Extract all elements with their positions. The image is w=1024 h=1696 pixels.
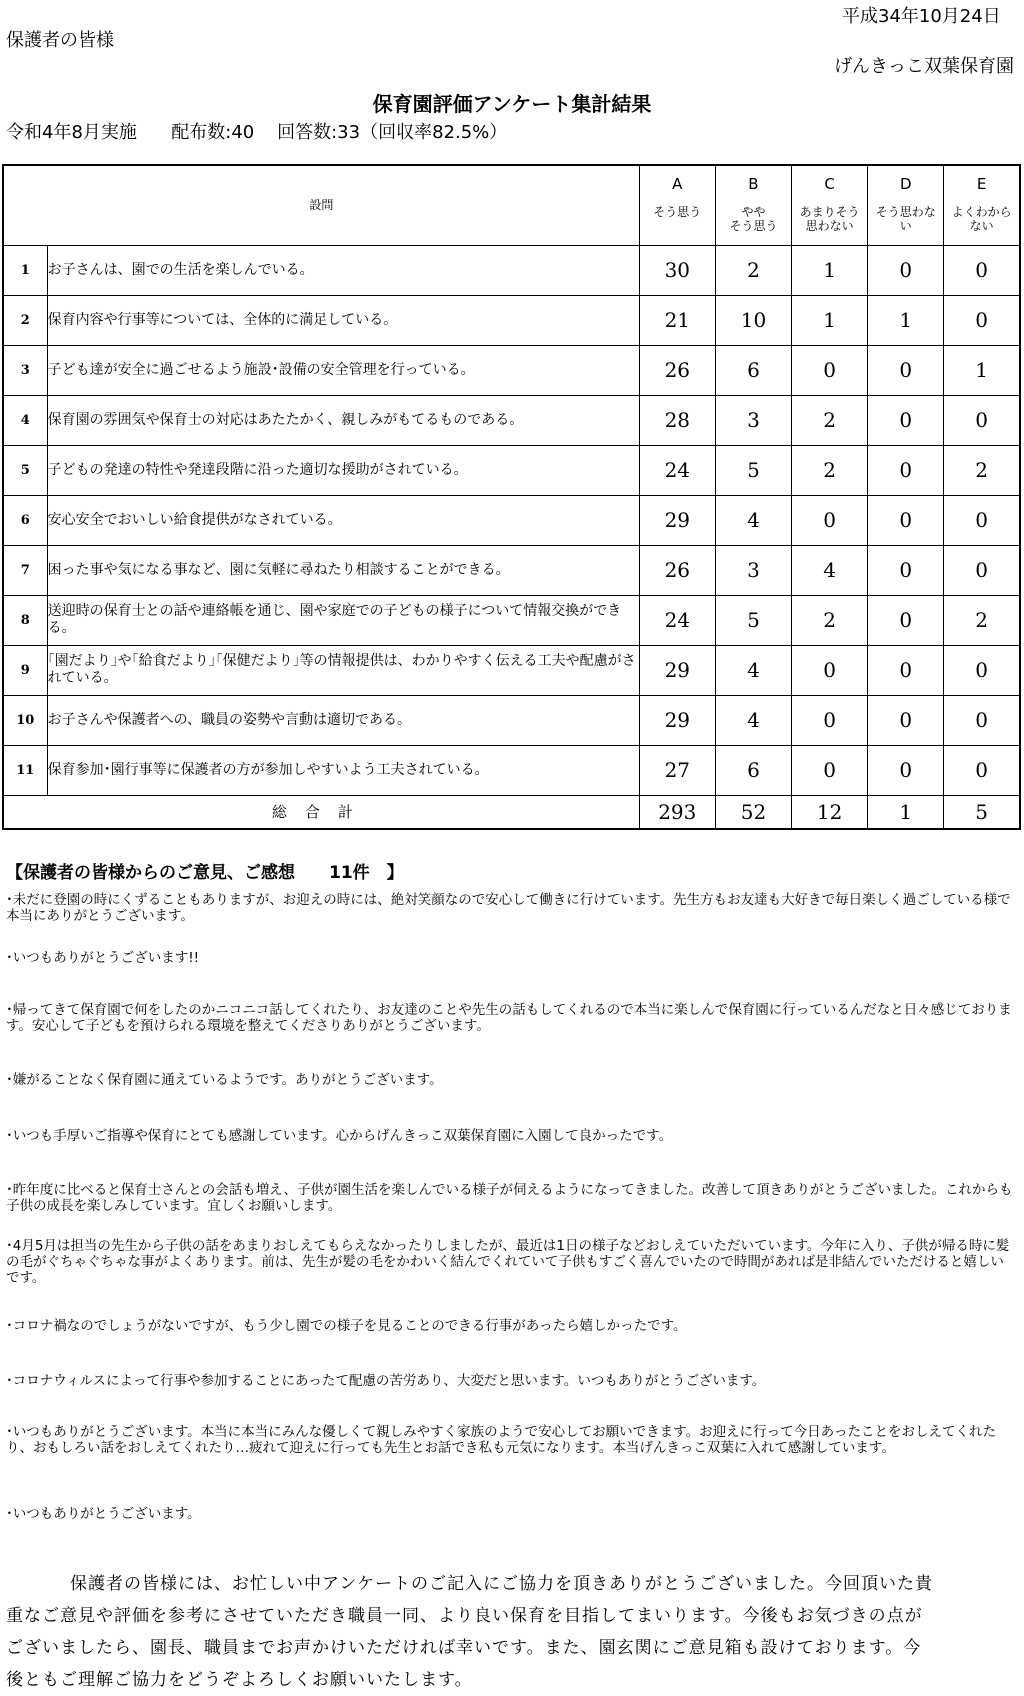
response-count-cell: 1: [792, 295, 868, 345]
option-letter: B: [748, 175, 759, 194]
question-number: 4: [3, 395, 47, 445]
response-count-cell: 6: [715, 745, 791, 795]
comment-item: ･いつもありがとうございます。: [6, 1506, 201, 1522]
response-count-cell: 27: [639, 745, 715, 795]
response-count-cell: 1: [944, 345, 1020, 395]
response-count-cell: 2: [792, 445, 868, 495]
total-value: 293: [639, 795, 715, 829]
response-count-cell: 0: [944, 295, 1020, 345]
question-number: 5: [3, 445, 47, 495]
comment-item: ･帰ってきて保育園で何をしたのかニコニコ話してくれたり、お友達のことや先生の話もしてくれるので本当に楽しんで保育園に行っているんだなと日々感じております。安心して子どもを預けられる環境を整えてくださりありがとうございます。: [6, 1002, 1012, 1034]
table-row: [3, 345, 1020, 395]
distributed-count: 配布数:40: [171, 122, 255, 143]
table-row: [3, 495, 1020, 545]
response-count-cell: 0: [792, 745, 868, 795]
response-count-cell: 24: [639, 595, 715, 645]
response-count-cell: 2: [944, 595, 1020, 645]
response-count-cell: 0: [868, 695, 944, 745]
response-count-cell: 4: [715, 645, 791, 695]
response-count-cell: 0: [944, 695, 1020, 745]
response-count-cell: 4: [792, 545, 868, 595]
option-header-d: [868, 165, 944, 245]
total-value: 12: [792, 795, 868, 829]
table-row: [3, 295, 1020, 345]
response-count-cell: 0: [868, 745, 944, 795]
question-text: お子さんや保護者への、職員の姿勢や言動は適切である。: [47, 695, 639, 745]
total-value: 52: [715, 795, 791, 829]
total-label: 総合計: [3, 795, 639, 829]
response-count-cell: 5: [715, 595, 791, 645]
table-row: [3, 395, 1020, 445]
table-row: [3, 695, 1020, 745]
response-count-cell: 26: [639, 345, 715, 395]
response-count-cell: 24: [639, 445, 715, 495]
response-count-cell: 0: [792, 645, 868, 695]
table-row: [3, 445, 1020, 495]
option-letter: E: [976, 175, 987, 194]
comment-item: ･いつもありがとうございます!!: [6, 950, 200, 966]
response-count: 回答数:33（回収率82.5%）: [277, 122, 508, 143]
response-count-cell: 5: [715, 445, 791, 495]
survey-info: [6, 118, 507, 144]
total-value: 5: [944, 795, 1020, 829]
comment-item: ･コロナウィルスによって行事や参加することにあったて配慮の苦労あり、大変だと思います。いつもありがとうございます。: [6, 1373, 766, 1389]
response-count-cell: 2: [944, 445, 1020, 495]
comment-item: ･コロナ禍なのでしょうがないですが、もう少し園での様子を見ることのできる行事があったら嬉しかったです。: [6, 1318, 687, 1334]
question-text: お子さんは、園での生活を楽しんでいる。: [47, 245, 639, 295]
question-column-header: 設問: [3, 165, 639, 245]
closing-message: 保護者の皆様には、お忙しい中アンケートのご記入にご協力を頂きありがとうございました。今回頂いた貴重なご意見や評価を参考にさせていただき職員一同、より良い保育を目指してまいります。今後もお気づきの点がございましたら、園長、職員までお声かけいただければ幸いです。また、園玄関にご意見箱も設けております。今後ともご理解ご協力をどうぞよろしくお願いいたします。: [6, 1574, 933, 1690]
response-count-cell: 4: [715, 495, 791, 545]
option-header-b: [715, 165, 791, 245]
response-count-cell: 0: [868, 395, 944, 445]
question-text: 保育参加･園行事等に保護者の方が参加しやすいよう工夫されている。: [47, 745, 639, 795]
option-header-a: [639, 165, 715, 245]
comment-item: ･未だに登園の時にくずることもありますが、お迎えの時には、絶対笑顔なので安心して働きに行けています。先生方もお友達も大好きで毎日楽しく過ごしている様で本当にありがとうございます。: [6, 892, 1011, 924]
response-count-cell: 1: [868, 295, 944, 345]
question-text: 子ども達が安全に過ごせるよう施設･設備の安全管理を行っている。: [47, 345, 639, 395]
question-number: 8: [3, 595, 47, 645]
table-body: [3, 245, 1020, 795]
comments-section-title: 【保護者の皆様からのご意見、ご感想 11件 】: [6, 863, 404, 883]
table-header-row: [3, 165, 1020, 245]
table-row: [3, 595, 1020, 645]
comment-item: ･4月5月は担当の先生から子供の話をあまりおしえてもらえなかったりしましたが、最近は1日の様子などおしえていただいています。今年に入り、子供が帰る時に髪の毛がぐちゃぐちゃな事がよくあります。前は、先生が髪の毛をかわいく結んでくれていて子供もすごく喜んでいたので時間があれば是非結んでいただけると嬉しいです。: [6, 1238, 1010, 1286]
recipient-line: 保護者の皆様: [6, 30, 114, 51]
question-text: 安心安全でおいしい給食提供がなされている。: [47, 495, 639, 545]
response-count-cell: 0: [792, 695, 868, 745]
response-count-cell: 6: [715, 345, 791, 395]
option-letter: D: [899, 175, 912, 194]
table-row: [3, 745, 1020, 795]
response-count-cell: 0: [868, 545, 944, 595]
response-count-cell: 0: [944, 495, 1020, 545]
question-number: 1: [3, 245, 47, 295]
table-row: [3, 245, 1020, 295]
response-count-cell: 3: [715, 545, 791, 595]
total-value: 1: [868, 795, 944, 829]
question-text: ｢園だより｣や｢給食だより｣｢保健だより｣等の情報提供は、わかりやすく伝える工夫や配慮がされている。: [47, 645, 639, 695]
response-count-cell: 29: [639, 695, 715, 745]
response-count-cell: 0: [868, 645, 944, 695]
response-count-cell: 0: [792, 345, 868, 395]
question-text: 送迎時の保育士との話や連絡帳を通じ、園や家庭での子どもの様子について情報交換ができる。: [47, 595, 639, 645]
response-count-cell: 4: [715, 695, 791, 745]
question-number: 2: [3, 295, 47, 345]
comment-item: ･嫌がることなく保育園に通えているようです。ありがとうございます。: [6, 1072, 443, 1088]
response-count-cell: 0: [944, 645, 1020, 695]
question-text: 子どもの発達の特性や発達段階に沿った適切な援助がされている。: [47, 445, 639, 495]
table-row: [3, 545, 1020, 595]
option-label: そう思う: [653, 205, 702, 220]
conducted-date: 令和4年8月実施: [6, 122, 137, 143]
response-count-cell: 0: [944, 395, 1020, 445]
response-count-cell: 2: [792, 595, 868, 645]
organization-name: げんきっこ双葉保育園: [834, 56, 1014, 77]
comment-item: ･いつも手厚いご指導や保育にとても感謝しています。心からげんきっこ双葉保育園に入園して良かったです。: [6, 1128, 673, 1144]
question-text: 困った事や気になる事など、園に気軽に尋ねたり相談することができる。: [47, 545, 639, 595]
response-count-cell: 30: [639, 245, 715, 295]
response-count-cell: 0: [944, 245, 1020, 295]
response-count-cell: 26: [639, 545, 715, 595]
response-count-cell: 2: [792, 395, 868, 445]
response-count-cell: 1: [792, 245, 868, 295]
question-number: 11: [3, 745, 47, 795]
response-count-cell: 3: [715, 395, 791, 445]
response-count-cell: 29: [639, 645, 715, 695]
option-label: あまりそう 思わない: [799, 205, 860, 234]
response-count-cell: 0: [944, 545, 1020, 595]
question-number: 3: [3, 345, 47, 395]
option-header-e: [944, 165, 1020, 245]
question-number: 6: [3, 495, 47, 545]
response-count-cell: 0: [868, 345, 944, 395]
document-title: 保育園評価アンケート集計結果: [372, 92, 652, 116]
option-letter: A: [672, 175, 683, 194]
response-count-cell: 0: [868, 595, 944, 645]
response-count-cell: 29: [639, 495, 715, 545]
question-number: 9: [3, 645, 47, 695]
table-row: [3, 645, 1020, 695]
option-label: やや そう思う: [729, 205, 778, 234]
option-letter: C: [824, 175, 835, 194]
survey-results-table: [2, 164, 1021, 830]
comment-item: ･昨年度に比べると保育士さんとの会話も増え、子供が園生活を楽しんでいる様子が伺えるようになってきました。改善して頂きありがとうございました。これからも子供の成長を楽しみしています。宜しくお願いします。: [6, 1182, 1013, 1214]
option-label: よくわから ない: [951, 205, 1012, 234]
option-header-c: [792, 165, 868, 245]
response-count-cell: 28: [639, 395, 715, 445]
question-text: 保育園の雰囲気や保育士の対応はあたたかく、親しみがもてるものである。: [47, 395, 639, 445]
response-count-cell: 2: [715, 245, 791, 295]
question-number: 7: [3, 545, 47, 595]
response-count-cell: 10: [715, 295, 791, 345]
response-count-cell: 0: [868, 245, 944, 295]
response-count-cell: 0: [868, 445, 944, 495]
response-count-cell: 0: [868, 495, 944, 545]
response-count-cell: 21: [639, 295, 715, 345]
response-count-cell: 0: [792, 495, 868, 545]
total-row: [3, 795, 1020, 829]
question-number: 10: [3, 695, 47, 745]
response-count-cell: 0: [944, 745, 1020, 795]
document-date: 平成34年10月24日: [842, 6, 1001, 27]
comment-item: ･いつもありがとうございます。本当に本当にみんな優しくて親しみやすく家族のようで安心してお願いできます。お迎えに行って今日あったことをおしえてくれたり、おもしろい話をおしえてくれたり…疲れて迎えに行っても先生とお話でき私も元気になります。本当げんきっこ双葉に入れて感謝しています。: [6, 1424, 996, 1456]
question-text: 保育内容や行事等については、全体的に満足している。: [47, 295, 639, 345]
option-label: そう思わな い: [875, 205, 936, 234]
